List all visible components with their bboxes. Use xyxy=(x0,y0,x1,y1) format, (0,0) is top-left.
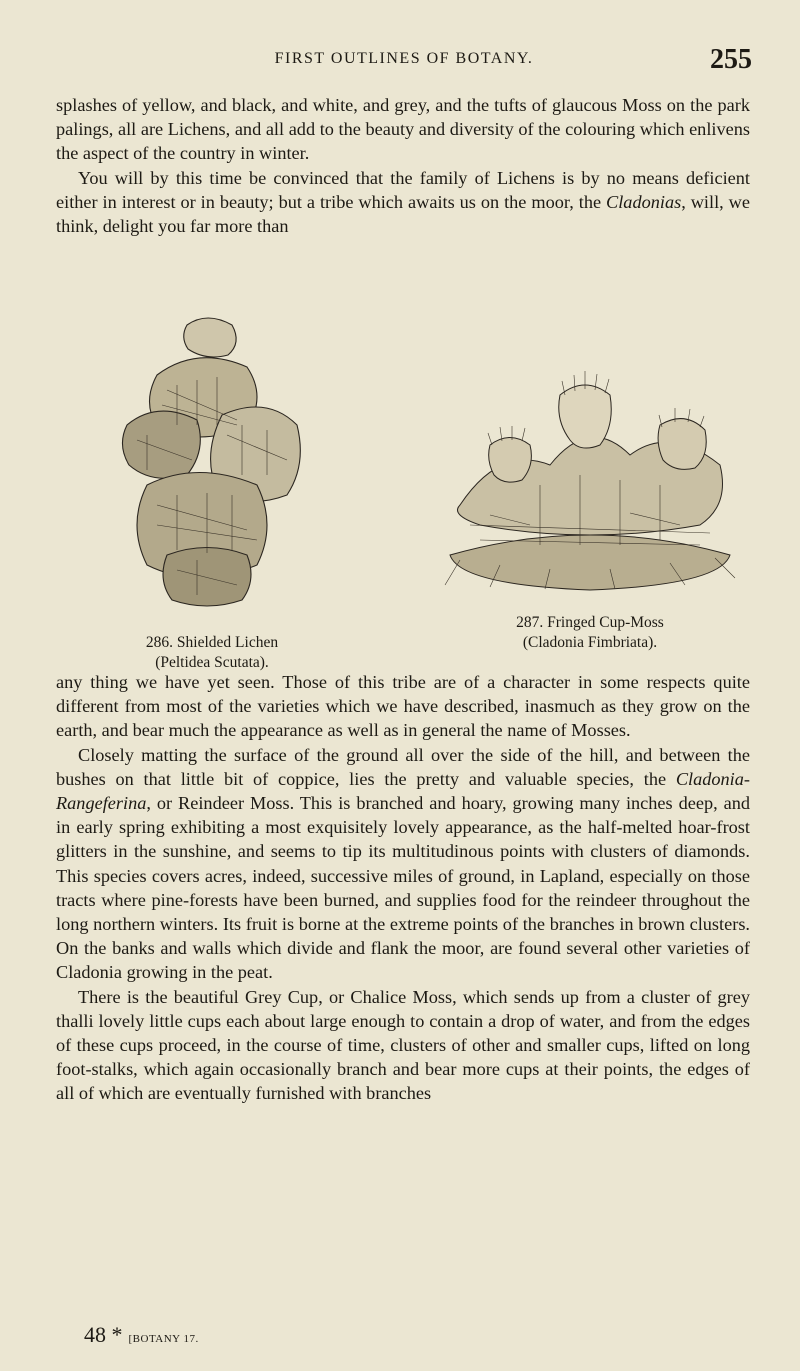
paragraph-text: any thing we have yet seen. Those of this tribe are of a character in some respects quite different from most of the varieties which we have described, inasmuch as they grow on the earth, and bear much the appearance as well as in general the name of Mosses. xyxy=(56,672,750,741)
paragraph-text: , or Reindeer Moss. This is branched and hoary, growing many inches deep, and in early spring exhibiting a most exquisitely lovely appearance, as the half-melted hoar-frost glitters in the sunshine, and seems to tip its multitudinous points with clusters of diamonds. This species covers acres, indeed, successive miles of ground, in Lapland, especially on those tracts where pine-forests have been burned, and supplies food for the reindeer throughout the long northern winters. Its fruit is borne at the extreme points of the branches in brown clusters. On the banks and walls which divide and flank the moor, are found several other varieties of Cladonia growing in the peat. xyxy=(56,793,750,983)
printer-signature xyxy=(84,1322,199,1348)
paragraph-text: You will by this time be convinced that the family of Lichens is by no means deficient either in interest or in beauty; but a tribe which awaits us on the moor, the xyxy=(56,167,750,212)
figure-287 xyxy=(425,355,755,653)
paragraph xyxy=(56,166,750,239)
paragraph xyxy=(56,743,750,985)
italic-genus-name: Cladonias xyxy=(606,191,682,212)
paragraph-text: splashes of yellow, and black, and white, and grey, and the tufts of glaucous Moss on the park palings, all are Lichens, and all add to the beauty and diversity of the colouring which enlivens the aspect of the country in winter. xyxy=(56,95,750,164)
caption-latin-name: (Peltidea Scutata). xyxy=(155,654,269,671)
caption-title: 287. Fringed Cup-Moss xyxy=(516,614,664,631)
page-number: 255 xyxy=(710,44,752,75)
shielded-lichen-illustration xyxy=(117,305,307,615)
paragraph-text: There is the beautiful Grey Cup, or Chalice Moss, which sends up from a cluster of grey thalli lovely little cups each about large enough to contain a drop of water, and from the edges of these cups proceed, in the course of time, clusters of other and smaller cups, lifted on long foot-stalks, which again occasionally branch and bear more cups at their points, the edges of all of which are eventually furnished with branches xyxy=(56,986,750,1104)
paragraph-text: Closely matting the surface of the ground all over the side of the hill, and between the bushes on that little bit of coppice, lies the pretty and valuable species, the xyxy=(56,744,750,789)
italic-species-name: Cladonia-Rangeferina xyxy=(56,768,750,814)
page-header xyxy=(56,44,752,78)
paragraph xyxy=(56,93,750,166)
running-title: FIRST OUTLINES OF BOTANY. xyxy=(274,50,534,67)
paragraph-text: , will, we think, delight you far more than xyxy=(56,191,750,237)
paragraph xyxy=(56,670,750,743)
figure-caption xyxy=(425,613,755,653)
top-text-block xyxy=(56,93,750,238)
signature-mark: 48 * xyxy=(84,1322,123,1347)
bottom-text-block xyxy=(56,670,750,1106)
caption-title: 286. Shielded Lichen xyxy=(145,634,279,651)
figure-286 xyxy=(92,305,332,673)
fringed-cup-moss-illustration xyxy=(430,355,750,595)
signature-note: [BOTANY 17. xyxy=(128,1333,199,1345)
figure-caption xyxy=(92,633,332,673)
caption-latin-name: (Cladonia Fimbriata). xyxy=(522,634,658,651)
paragraph xyxy=(56,985,750,1106)
